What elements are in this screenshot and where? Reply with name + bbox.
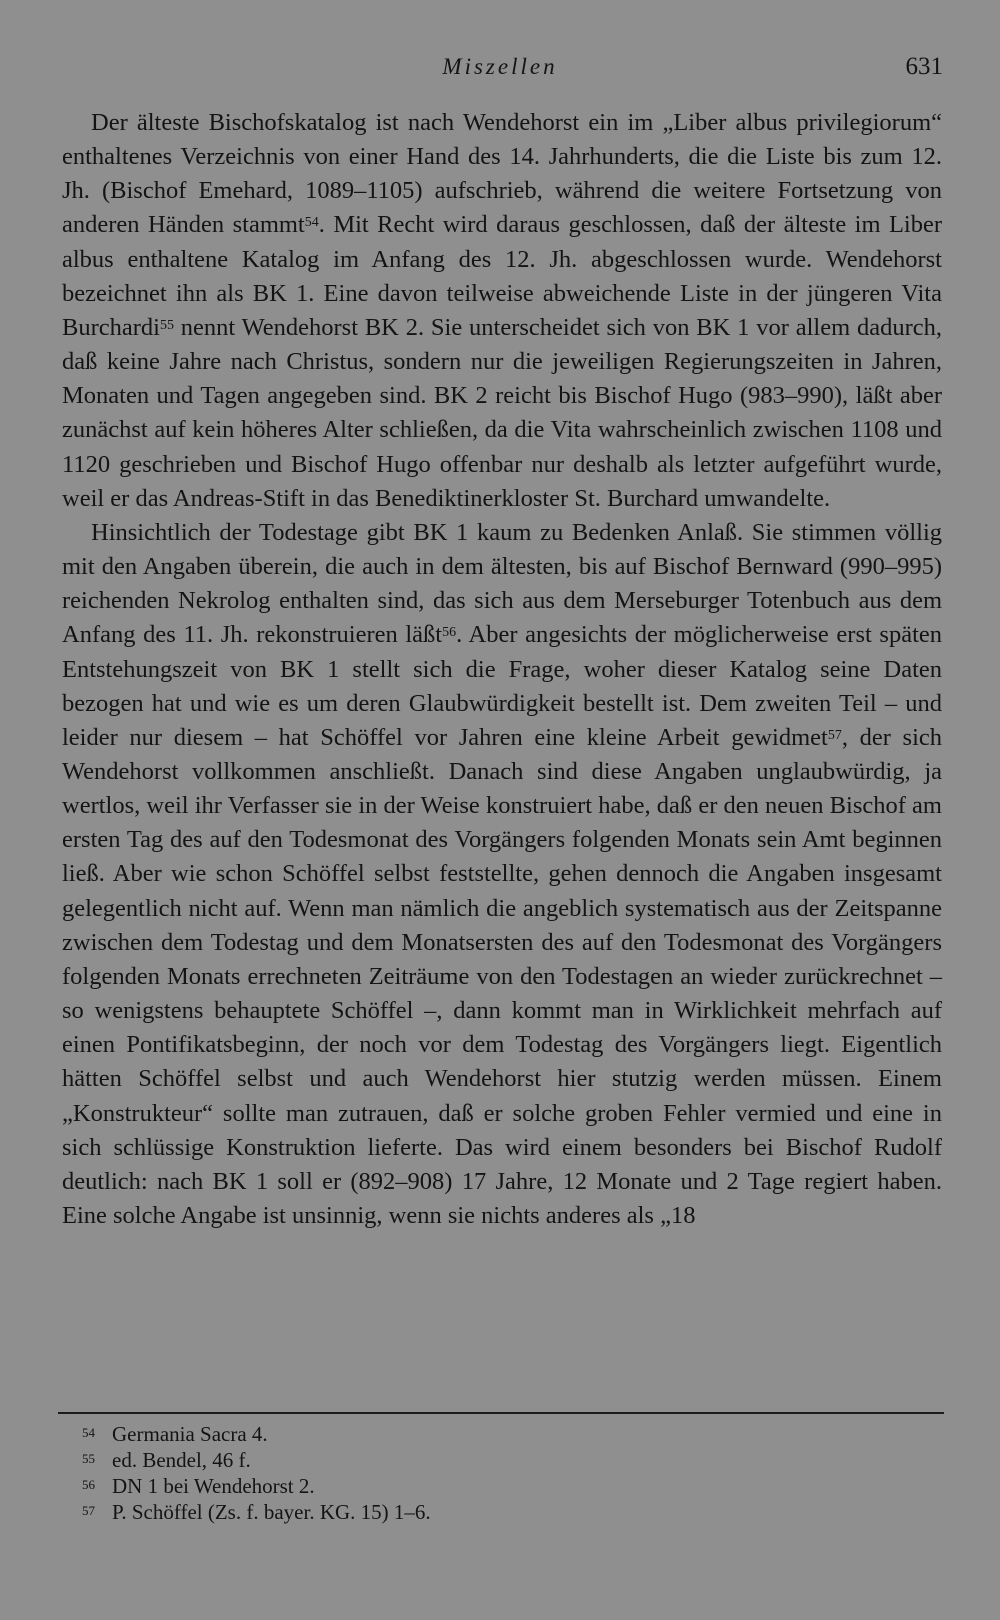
footnote-text: DN 1 bei Wendehorst 2.	[112, 1474, 315, 1498]
text-segment: , der sich Wendehorst vollkommen anschließt. Danach sind diese Angaben unglaubwürdig, ja wertlos, weil ihr Verfasser sie in der Weise konstruiert habe, daß er den neuen Bischof am ersten Tag des auf den Todesmonat des Vorgängers folgenden Monats sein Amt beginnen ließ. Aber wie schon Schöffel selbst feststellte, gehen dennoch die Angaben insgesamt gelegentlich nicht auf. Wenn man nämlich die angeblich systematisch aus der Zeitspanne zwischen dem Todestag und dem Monatsersten des auf den Todesmonat des Vorgängers folgenden Monats errechneten Zeiträume von den Todestagen an wieder zurückrechnet – so wenigstens behauptete Schöffel –, dann kommt man in Wirklichkeit mehrfach auf einen Pontifikatsbeginn, der noch vor dem Todestag des Vorgängers liegt. Eigentlich hätten Schöffel selbst und auch Wendehorst hier stutzig werden müssen. Einem „Konstrukteur“ sollte man zutrauen, daß er solche groben Fehler vermied und eine in sich schlüssige Konstruktion lieferte. Das wird einem besonders bei Bischof Rudolf deutlich: nach BK 1 soll er (892–908) 17 Jahre, 12 Monate und 2 Tage regiert haben. Eine solche Angabe ist unsinnig, wenn sie nichts anderes als „18	[62, 723, 942, 1229]
footnote-number: 55	[82, 1451, 95, 1466]
footnote-ref-55: 55	[159, 317, 174, 333]
footnote-number: 56	[82, 1477, 95, 1492]
paragraph-2	[62, 516, 942, 1233]
footnote-divider	[58, 1412, 944, 1414]
footnote-number: 57	[82, 1503, 95, 1518]
footnote-ref-56: 56	[442, 625, 457, 641]
footnotes	[82, 1421, 942, 1525]
running-title: Miszellen	[442, 54, 558, 79]
paragraph-1	[62, 106, 942, 516]
footnote-ref-57: 57	[827, 727, 842, 743]
footnote-number: 54	[82, 1425, 95, 1440]
text-segment: . Aber angesichts der möglicherweise erst späten Entstehungszeit von BK 1 stellt sich die Frage, woher dieser Katalog seine Daten bezogen hat und wie es um deren Glaubwürdigkeit bestellt ist. Dem zweiten Teil – und leider nur diesem – hat Schöffel vor Jahren eine kleine Arbeit gewidmet	[62, 621, 942, 751]
footnote-54	[82, 1421, 942, 1447]
footnote-text: ed. Bendel, 46 f.	[112, 1448, 251, 1472]
footnote-55	[82, 1447, 942, 1473]
page-header	[0, 50, 1000, 84]
text-segment: nennt Wendehorst BK 2. Sie unterscheidet sich von BK 1 vor allem dadurch, daß keine Jahre nach Christus, sondern nur die jeweiligen Regierungszeiten in Jahren, Monaten und Tagen angegeben sind. BK 2 reicht bis Bischof Hugo (983–990), läßt aber zunächst auf kein höheres Alter schließen, da die Vita wahrscheinlich zwischen 1108 und 1120 geschrieben und Bischof Hugo offenbar nur deshalb als letzter aufgeführt wurde, weil er das Andreas-Stift in das Benediktinerkloster St. Burchard umwandelte.	[62, 313, 942, 512]
body-text	[62, 106, 942, 1233]
text-segment: Hinsichtlich der Todestage gibt BK 1 kaum zu Bedenken Anlaß. Sie stimmen völlig mit den Angaben überein, die auch in dem ältesten, bis auf Bischof Bernward (990–995) reichenden Nekrolog enthalten sind, das sich aus dem Merseburger Totenbuch aus dem Anfang des 11. Jh. rekonstruieren läßt	[62, 518, 942, 649]
footnote-text: P. Schöffel (Zs. f. bayer. KG. 15) 1–6.	[112, 1500, 431, 1524]
footnote-56	[82, 1473, 942, 1499]
text-segment: Der älteste Bischofskatalog ist nach Wendehorst ein im „Liber albus privilegiorum“ enthaltenes Verzeichnis von einer Hand des 14. Jahrhunderts, die die Liste bis zum 12. Jh. (Bischof Emehard, 1089–1105) aufschrieb, während die weitere Fortsetzung von anderen Händen stammt	[62, 109, 942, 239]
footnote-ref-54: 54	[304, 215, 319, 231]
page-number: 631	[905, 53, 943, 80]
text-segment: . Mit Recht wird daraus geschlossen, daß der älteste im Liber albus enthaltene Katalog im Anfang des 12. Jh. abgeschlossen wurde. Wendehorst bezeichnet ihn als BK 1. Eine davon teilweise abweichende Liste in der jüngeren Vita Burchardi	[62, 211, 942, 341]
footnote-text: Germania Sacra 4.	[112, 1422, 268, 1446]
footnote-57	[82, 1499, 942, 1525]
